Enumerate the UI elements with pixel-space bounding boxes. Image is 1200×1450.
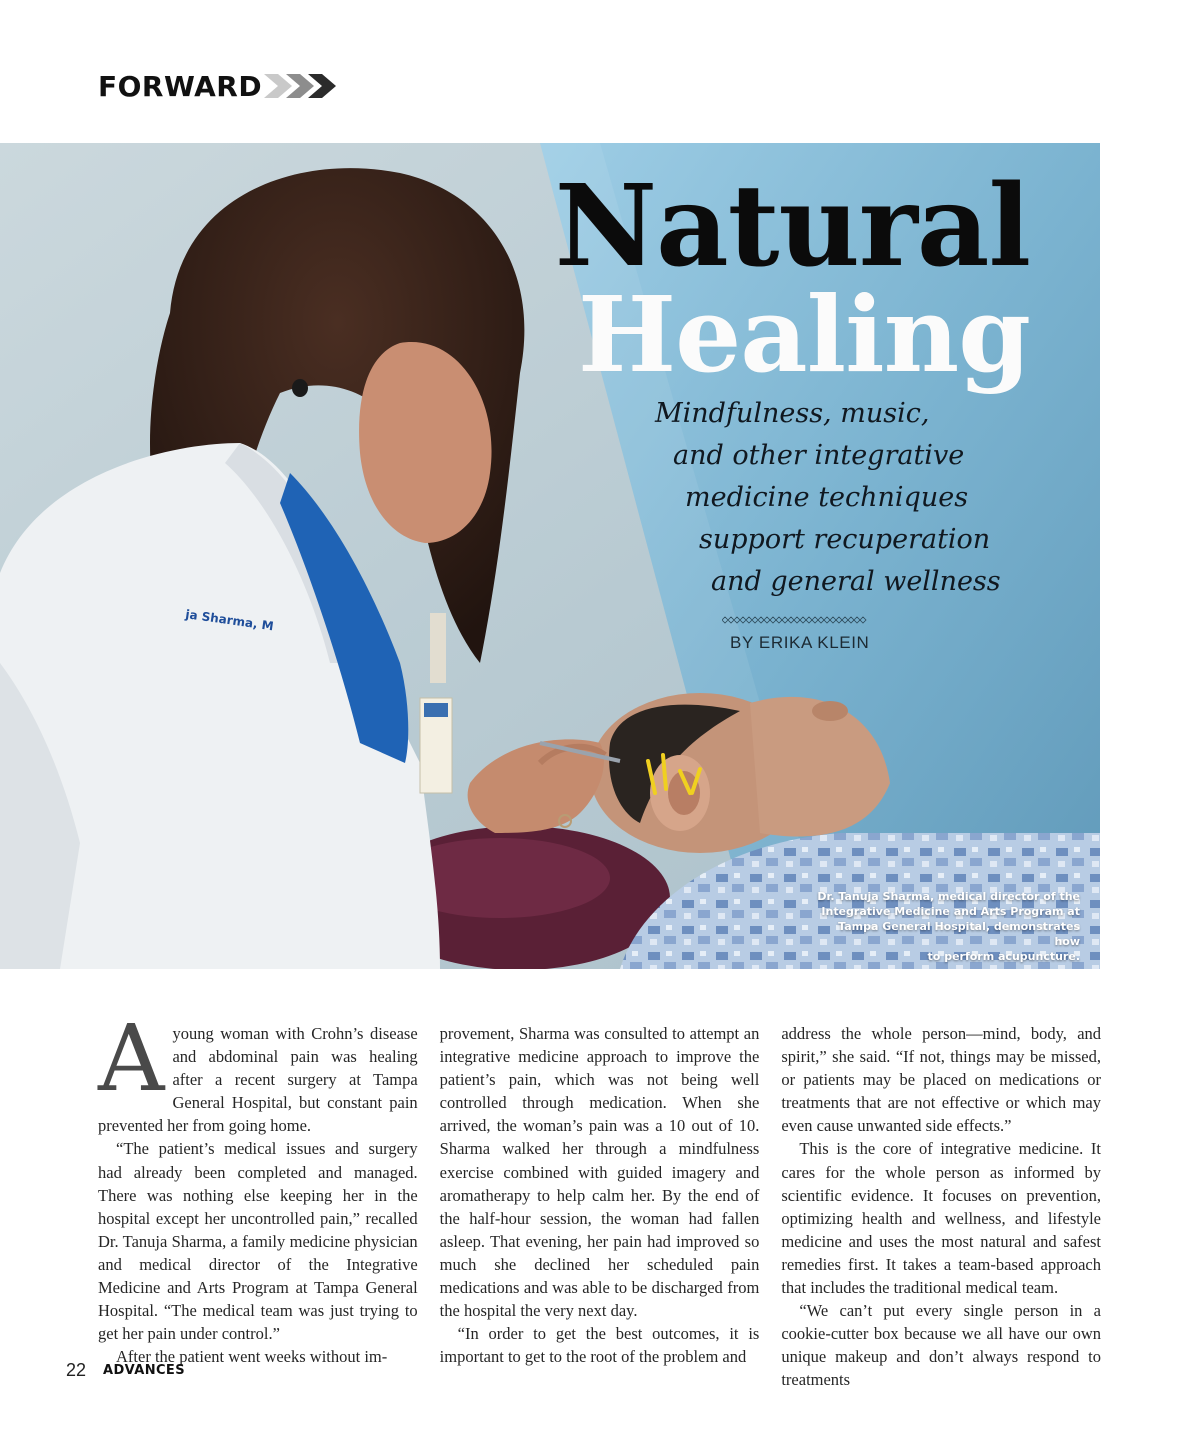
article-column-3	[781, 1022, 1101, 1392]
triple-chevron-arrows-icon	[264, 70, 344, 102]
paragraph: “We can’t put every single person in a cookie-cutter box because we all have our own unique makeup and don’t always respond to treatments	[781, 1301, 1102, 1390]
article-column-1	[98, 1005, 418, 1392]
paragraph: “The patient’s medical issues and surgery had already been completed and managed. There was nothing else keeping her in the hospital except her uncontrolled pain,” recalled Dr. Tanuja Sharma, a family medicine physician and medical director of the Integrative Medicine and Arts Program at Tampa General Hospital. “The medical team was just trying to get her pain under control.”	[98, 1139, 418, 1344]
dek-line: and other integrative	[673, 440, 965, 471]
caption-line: Dr. Tanuja Sharma, medical director of the	[817, 890, 1080, 903]
paragraph-text: young woman with Crohn’s disease and abdominal pain was healing after a recent surgery at Tampa General Hospital, but constant pain prevented her from going home.	[98, 1024, 418, 1136]
headline-line-1: Natural	[554, 161, 1030, 292]
paragraph	[98, 1005, 418, 1137]
drop-cap: A	[98, 1005, 165, 1112]
page-number: 22	[66, 1360, 87, 1380]
article-body	[98, 1005, 1102, 1392]
dek-line: medicine techniques	[685, 482, 969, 513]
photo-caption	[810, 889, 1080, 964]
article-column-2	[440, 1022, 760, 1392]
dek-line: support recuperation	[699, 524, 991, 555]
hero-photo	[0, 143, 1100, 969]
paragraph: “In order to get the best outcomes, it is important to get to the root of the problem and	[439, 1324, 760, 1367]
paragraph: This is the core of integrative medicine. It cares for the whole person as informed by scientific evidence. It focuses on prevention, optimizing health and wellness, and lifestyle medicine and uses the most natural and safest remedies first. It takes a team-based approach that includes the traditional medical team.	[781, 1139, 1102, 1298]
section-title: FORWARD	[98, 69, 263, 103]
publication-name: ADVANCES	[103, 1363, 185, 1378]
dek-line: Mindfulness, music,	[655, 398, 930, 429]
article-dek	[655, 393, 1015, 603]
caption-line: Tampa General Hospital, demonstrates how	[838, 920, 1080, 948]
decorative-divider	[722, 616, 868, 624]
byline: BY ERIKA KLEIN	[730, 633, 870, 652]
caption-line: Integrative Medicine and Arts Program at	[821, 905, 1080, 918]
paragraph: After the patient went weeks without im-	[116, 1347, 388, 1367]
article-headline	[554, 161, 1030, 396]
caption-line: to perform acupuncture.	[927, 950, 1080, 963]
paragraph: provement, Sharma was consulted to attempt an integrative medicine approach to improve the patient’s pain, which was not being well controlled through medication. When she arrived, the woman’s pain was a 10 out of 10. Sharma walked her through a mindfulness exercise combined with guided imagery and aromatherapy to help calm her. By the end of the half-hour session, the woman had fallen asleep. That evening, her pain had improved so much she declined her scheduled pain medications and was able to be discharged from the hospital the very next day.	[439, 1024, 760, 1321]
coat-embroidery: ja Sharma, M	[184, 607, 275, 634]
headline-line-2: Healing	[577, 273, 1030, 396]
paragraph: address the whole person—mind, body, and spirit,” she said. “If not, things may be missed, or patients may be placed on medications or treatments that are not effective or which may even cause unwanted side effects.”	[781, 1024, 1102, 1136]
dek-line: and general wellness	[711, 566, 1001, 597]
section-header	[98, 66, 344, 106]
